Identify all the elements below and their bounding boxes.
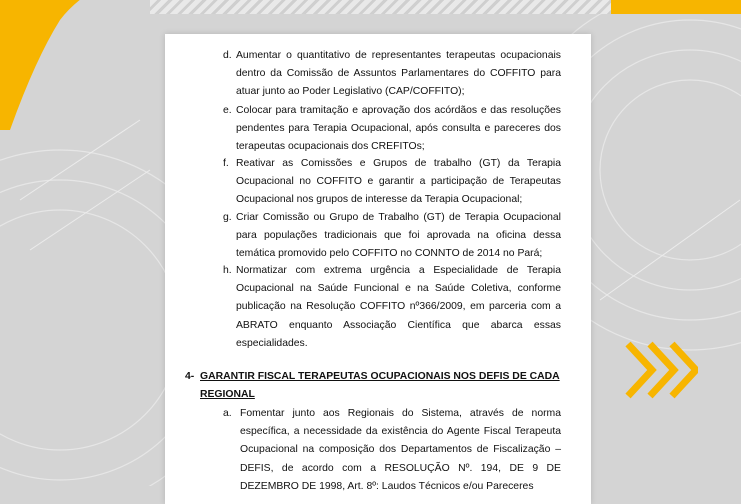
list-marker: g. [223, 212, 232, 223]
list-marker: d. [223, 50, 232, 61]
chevron-right-icon [622, 338, 698, 402]
striped-header-bar [150, 0, 620, 14]
list-marker: f. [223, 158, 229, 169]
section-title: GARANTIR FISCAL TERAPEUTAS OCUPACIONAIS NOS DEFIS DE CADA REGIONAL [200, 371, 560, 401]
list-item [223, 209, 561, 264]
list-item-text: Criar Comissão ou Grupo de Trabalho (GT) de Terapia Ocupacional para populações tradicionais que foi aprovada na oficina dessa temática promovido pelo COFFITO no CONNTO de 2014 no Pará; [236, 212, 561, 260]
list-item [223, 102, 561, 157]
list-item [223, 47, 561, 102]
list-item-text: Normatizar com extrema urgência a Especialidade de Terapia Ocupacional na Saúde Funcional e na Saúde Coletiva, conforme publicação na Resolução COFFITO nº366/2009, em parceria com a ABRATO enquanto Associação Científica que abarca essas especialidades. [236, 265, 561, 349]
list-item [223, 405, 561, 496]
section-number: 4- [185, 371, 195, 382]
list-marker: e. [223, 105, 232, 116]
yellow-corner-shape [0, 0, 170, 130]
list-marker: a. [223, 408, 232, 419]
list-item-text: Aumentar o quantitativo de representantes terapeutas ocupacionais dentro da Comissão de Assuntos Parlamentares do COFFITO para atuar junto ao Poder Legislativo (CAP/COFFITO); [236, 50, 561, 98]
document-page [165, 34, 591, 504]
list-item-text: Colocar para tramitação e aprovação dos acórdãos e das resoluções pendentes para Terapia Ocupacional, após consulta e pareceres dos terapeutas ocupacionais dos CREFITOs; [236, 105, 561, 153]
list-item-text: Fomentar junto aos Regionais do Sistema, através de norma específica, a necessidade da existência do Agente Fiscal Terapeuta Ocupacional na composição dos Departamentos de Fiscalização – DEFIS, de acordo com a RESOLUÇÃO Nº. 194, DE 9 DE DEZEMBRO DE 1998, Art. 8º: Laudos Técnicos e/ou Pareceres [240, 408, 561, 492]
list-item-text: Reativar as Comissões e Grupos de trabalho (GT) da Terapia Ocupacional no COFFITO e garantir a participação de Terapeutas Ocupacional nos grupos de interesse da Terapia Ocupacional; [236, 158, 561, 206]
yellow-top-bar [611, 0, 741, 14]
list-item [223, 155, 561, 210]
list-marker: h. [223, 265, 232, 276]
list-item [223, 262, 561, 353]
